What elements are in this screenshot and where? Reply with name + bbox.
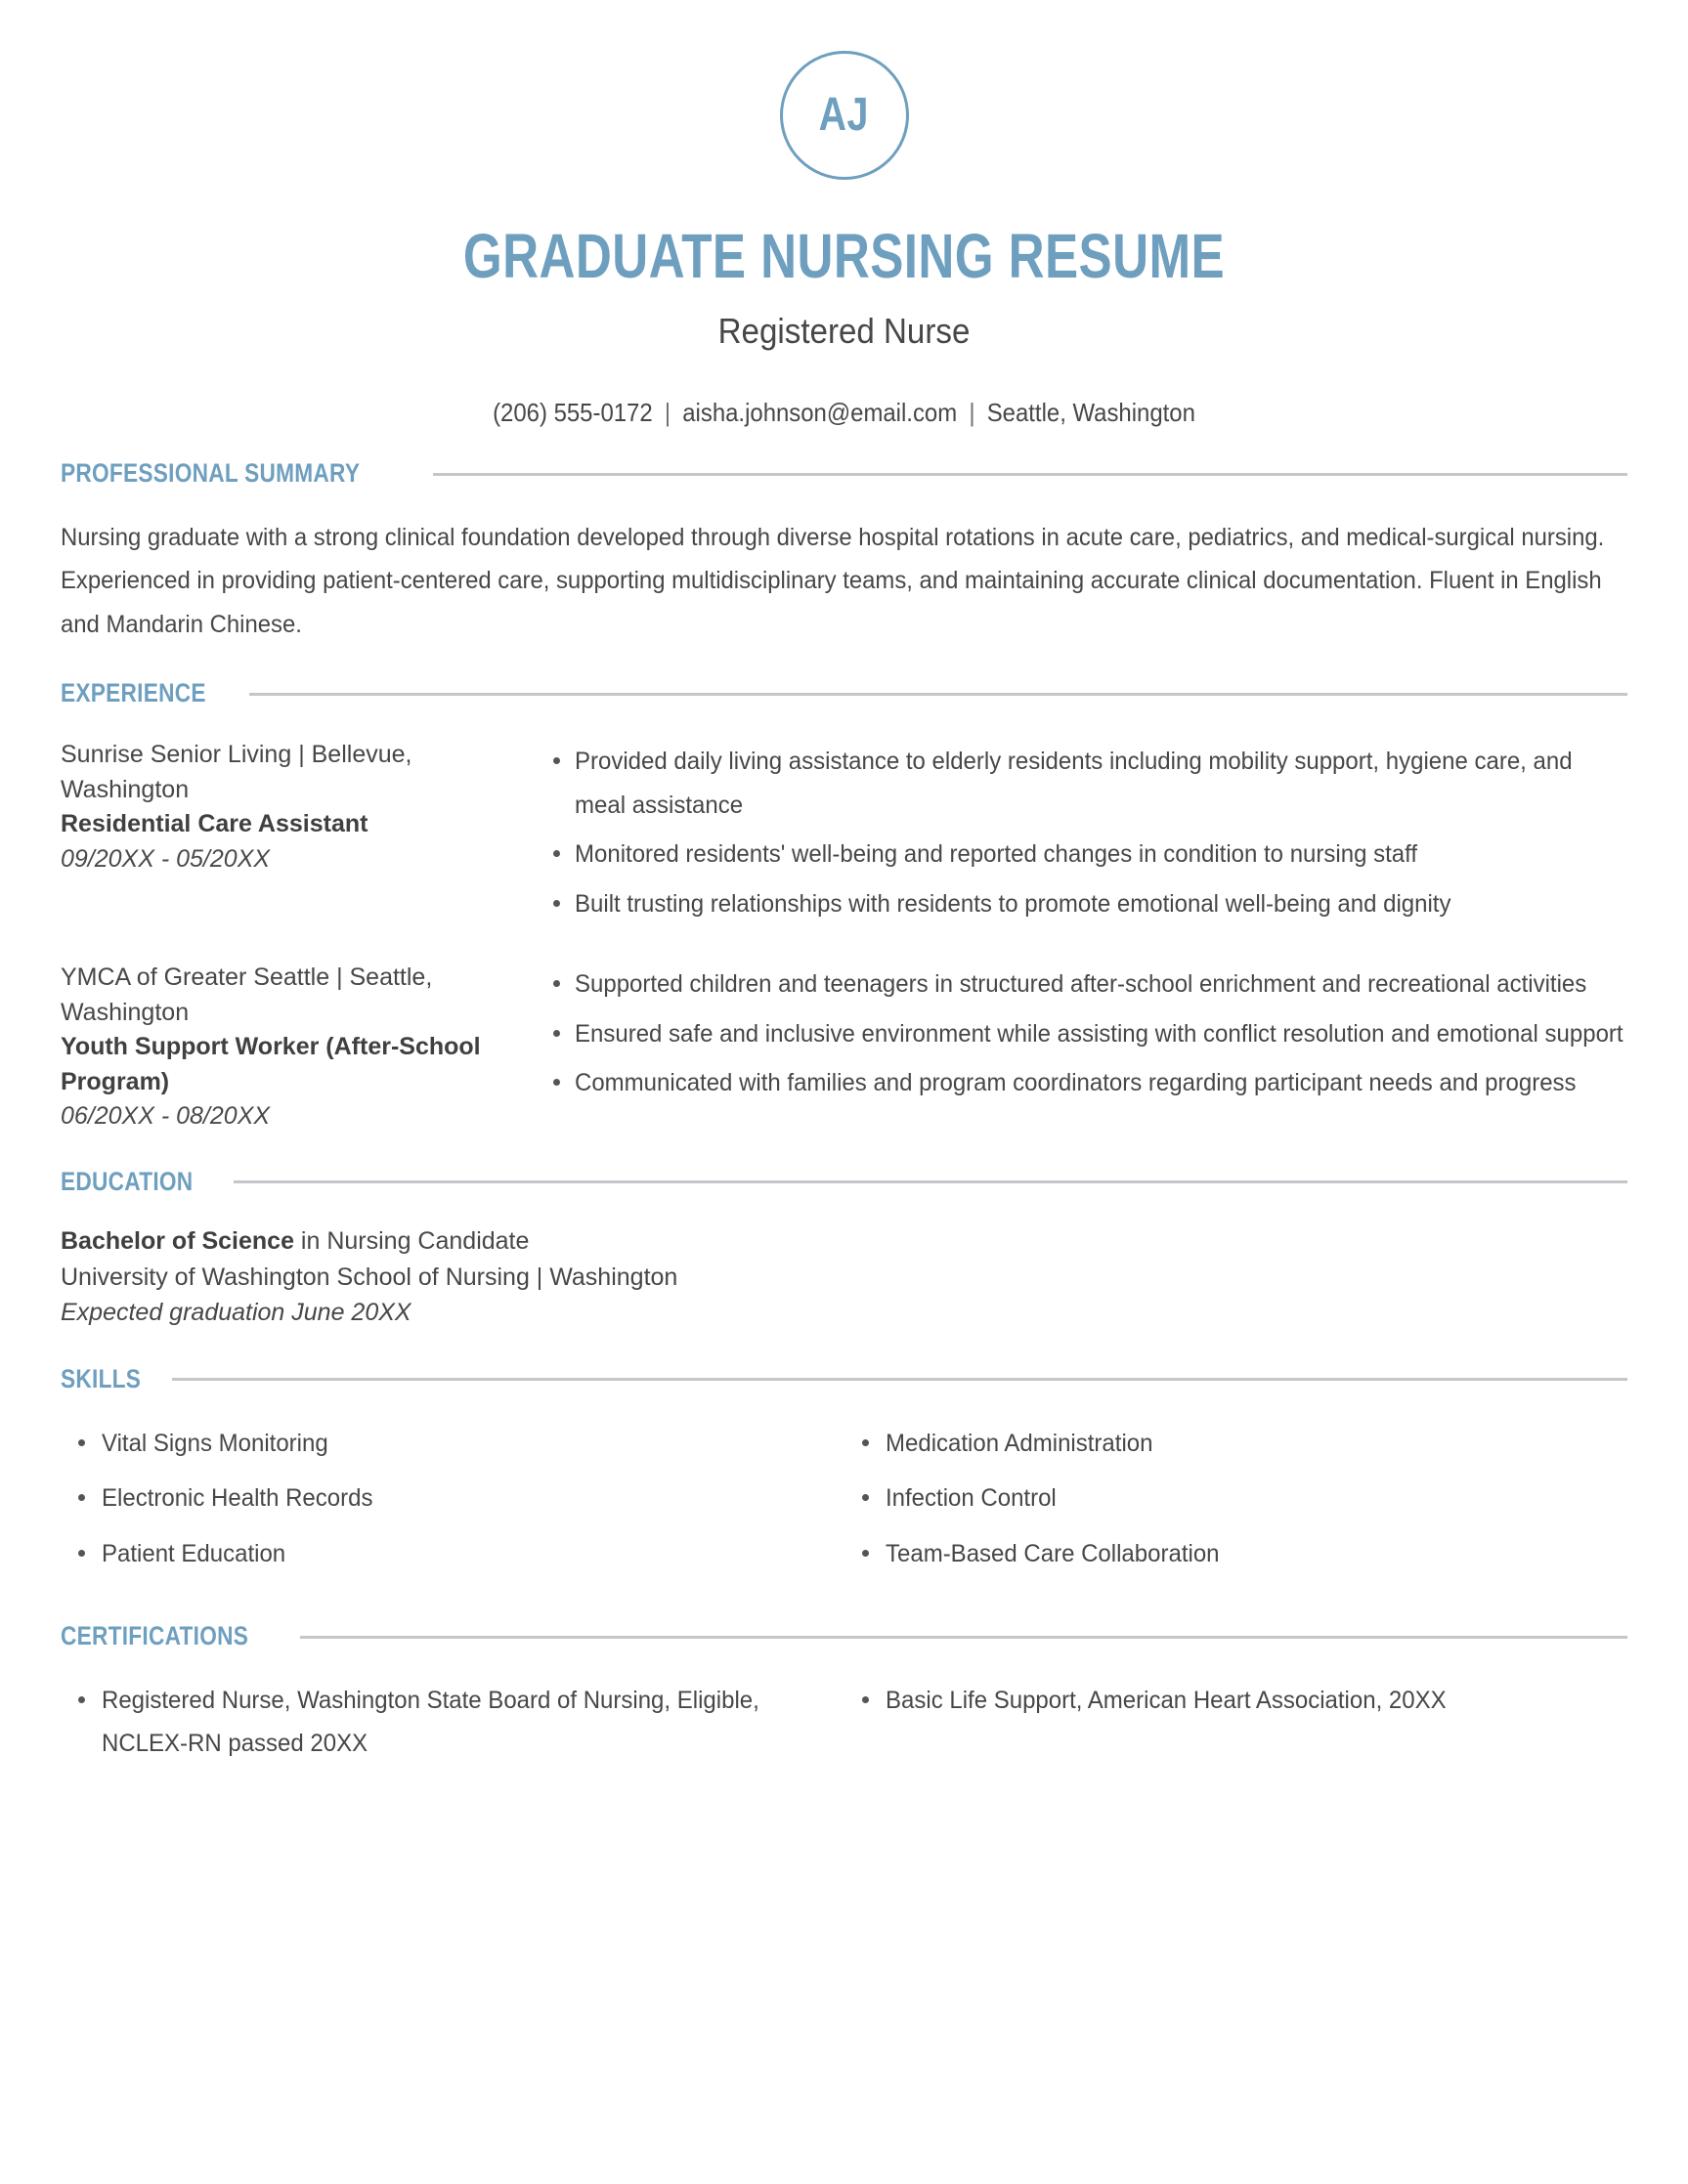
- section-education: [61, 1168, 1627, 1330]
- education-graduation: Expected graduation June 20XX: [61, 1298, 411, 1326]
- certification-label: Registered Nurse, Washington State Board of Nursing, Eligible, NCLEX-RN passed 20XX: [102, 1686, 759, 1758]
- contact-separator-1: |: [664, 398, 671, 428]
- list-item: [553, 963, 1627, 1006]
- bullet-text: Provided daily living assistance to elderly residents including mobility support, hygiene care, and meal assistance: [575, 748, 1573, 819]
- contact-email: aisha.johnson@email.com: [682, 398, 958, 428]
- skills-column-right: [844, 1422, 1628, 1588]
- section-experience: [61, 679, 1627, 1134]
- education-school: University of Washington School of Nursing | Washington: [61, 1263, 678, 1291]
- list-item: [553, 1012, 1627, 1056]
- bullet-text: Monitored residents' well-being and reported changes in condition to nursing staff: [575, 840, 1418, 869]
- list-item: [78, 1477, 796, 1520]
- section-title-experience: EXPERIENCE: [61, 678, 206, 708]
- bullet-text: Supported children and teenagers in structured after-school enrichment and recreational activities: [575, 970, 1587, 999]
- list-item: [78, 1422, 796, 1466]
- contact-location: Seattle, Washington: [986, 398, 1195, 428]
- skill-label: Infection Control: [885, 1484, 1057, 1513]
- experience-entry-bullets: [520, 961, 1627, 1111]
- experience-entry-meta: [61, 961, 520, 1135]
- section-header-experience: [61, 679, 1627, 708]
- list-item: [553, 1061, 1627, 1105]
- experience-entry: [61, 738, 1627, 931]
- section-title-certifications: CERTIFICATIONS: [61, 1621, 249, 1651]
- list-item: [553, 882, 1627, 926]
- contact-phone: (206) 555-0172: [493, 398, 653, 428]
- experience-dates: 09/20XX - 05/20XX: [61, 844, 271, 873]
- monogram-initials: AJ: [818, 89, 870, 141]
- section-professional-summary: [61, 459, 1627, 646]
- skill-label: Vital Signs Monitoring: [102, 1429, 328, 1457]
- section-header-professional-summary: [61, 459, 1627, 489]
- skill-label: Electronic Health Records: [102, 1484, 373, 1513]
- certifications-list-left: [61, 1679, 796, 1766]
- section-header-education: [61, 1168, 1627, 1197]
- section-divider: [172, 1378, 1627, 1381]
- certifications-list-right: [844, 1679, 1580, 1723]
- skills-columns: [61, 1422, 1627, 1588]
- resume-header: [61, 0, 1627, 430]
- skills-list-left: [61, 1422, 796, 1576]
- skills-list-right: [844, 1422, 1580, 1576]
- list-item: [862, 1422, 1580, 1466]
- section-certifications: [61, 1622, 1627, 1777]
- skills-column-left: [61, 1422, 844, 1588]
- skill-label: Team-Based Care Collaboration: [885, 1539, 1220, 1567]
- experience-role: Residential Care Assistant: [61, 810, 368, 838]
- experience-entry-bullets: [520, 738, 1627, 931]
- section-divider: [249, 693, 1627, 696]
- list-item: [78, 1532, 796, 1576]
- section-title-professional-summary: PROFESSIONAL SUMMARY: [61, 458, 361, 489]
- section-header-certifications: [61, 1622, 1627, 1651]
- list-item: [553, 833, 1627, 877]
- section-divider: [433, 473, 1627, 476]
- contact-line: [123, 397, 1565, 430]
- skill-label: Medication Administration: [885, 1429, 1152, 1457]
- bullet-text: Communicated with families and program coordinators regarding participant needs and progress: [575, 1069, 1577, 1097]
- contact-separator-2: |: [969, 398, 975, 428]
- monogram-avatar: [780, 51, 909, 180]
- education-degree-suffix: in Nursing Candidate: [293, 1227, 530, 1256]
- certifications-column-left: [61, 1679, 844, 1777]
- list-item: [553, 740, 1627, 827]
- experience-entry-meta: [61, 738, 520, 877]
- experience-company: YMCA of Greater Seattle | Seattle, Washington: [61, 964, 433, 1026]
- page-title: GRADUATE NURSING RESUME: [462, 221, 1226, 291]
- professional-summary-text: Nursing graduate with a strong clinical foundation developed through diverse hospital rotations in acute care, pediatrics, and medical-surgical nursing. Experienced in providing patient-centered care, supporting multidisciplinary teams, and maintaining accurate clinical documentation. Fluent in English and Mandarin Chinese.: [61, 523, 1605, 638]
- skill-label: Patient Education: [102, 1539, 286, 1567]
- list-item: [862, 1477, 1580, 1520]
- experience-role: Youth Support Worker (After-School Program): [61, 1033, 481, 1095]
- section-skills: [61, 1365, 1627, 1587]
- bullet-list: [520, 740, 1627, 925]
- list-item: [862, 1532, 1580, 1576]
- section-header-skills: [61, 1365, 1627, 1394]
- section-title-education: EDUCATION: [61, 1166, 194, 1196]
- job-title-subtitle: Registered Nurse: [717, 311, 971, 352]
- certifications-columns: [61, 1679, 1627, 1777]
- section-divider: [300, 1636, 1627, 1639]
- education-entry: [61, 1223, 1627, 1330]
- section-divider: [234, 1180, 1627, 1183]
- experience-company: Sunrise Senior Living | Bellevue, Washington: [61, 741, 412, 803]
- certification-label: Basic Life Support, American Heart Association, 20XX: [885, 1686, 1447, 1714]
- list-item: [862, 1679, 1580, 1723]
- bullet-list: [520, 963, 1627, 1105]
- certifications-column-right: [844, 1679, 1628, 1777]
- education-degree: Bachelor of Science: [61, 1227, 294, 1256]
- experience-entry: [61, 961, 1627, 1135]
- bullet-text: Ensured safe and inclusive environment while assisting with conflict resolution and emotional support: [575, 1019, 1623, 1048]
- experience-dates: 06/20XX - 08/20XX: [61, 1102, 271, 1131]
- education-degree-line: [61, 1223, 1627, 1259]
- section-title-skills: SKILLS: [61, 1364, 142, 1394]
- bullet-text: Built trusting relationships with residents to promote emotional well-being and dignity: [575, 889, 1451, 918]
- list-item: [78, 1679, 796, 1766]
